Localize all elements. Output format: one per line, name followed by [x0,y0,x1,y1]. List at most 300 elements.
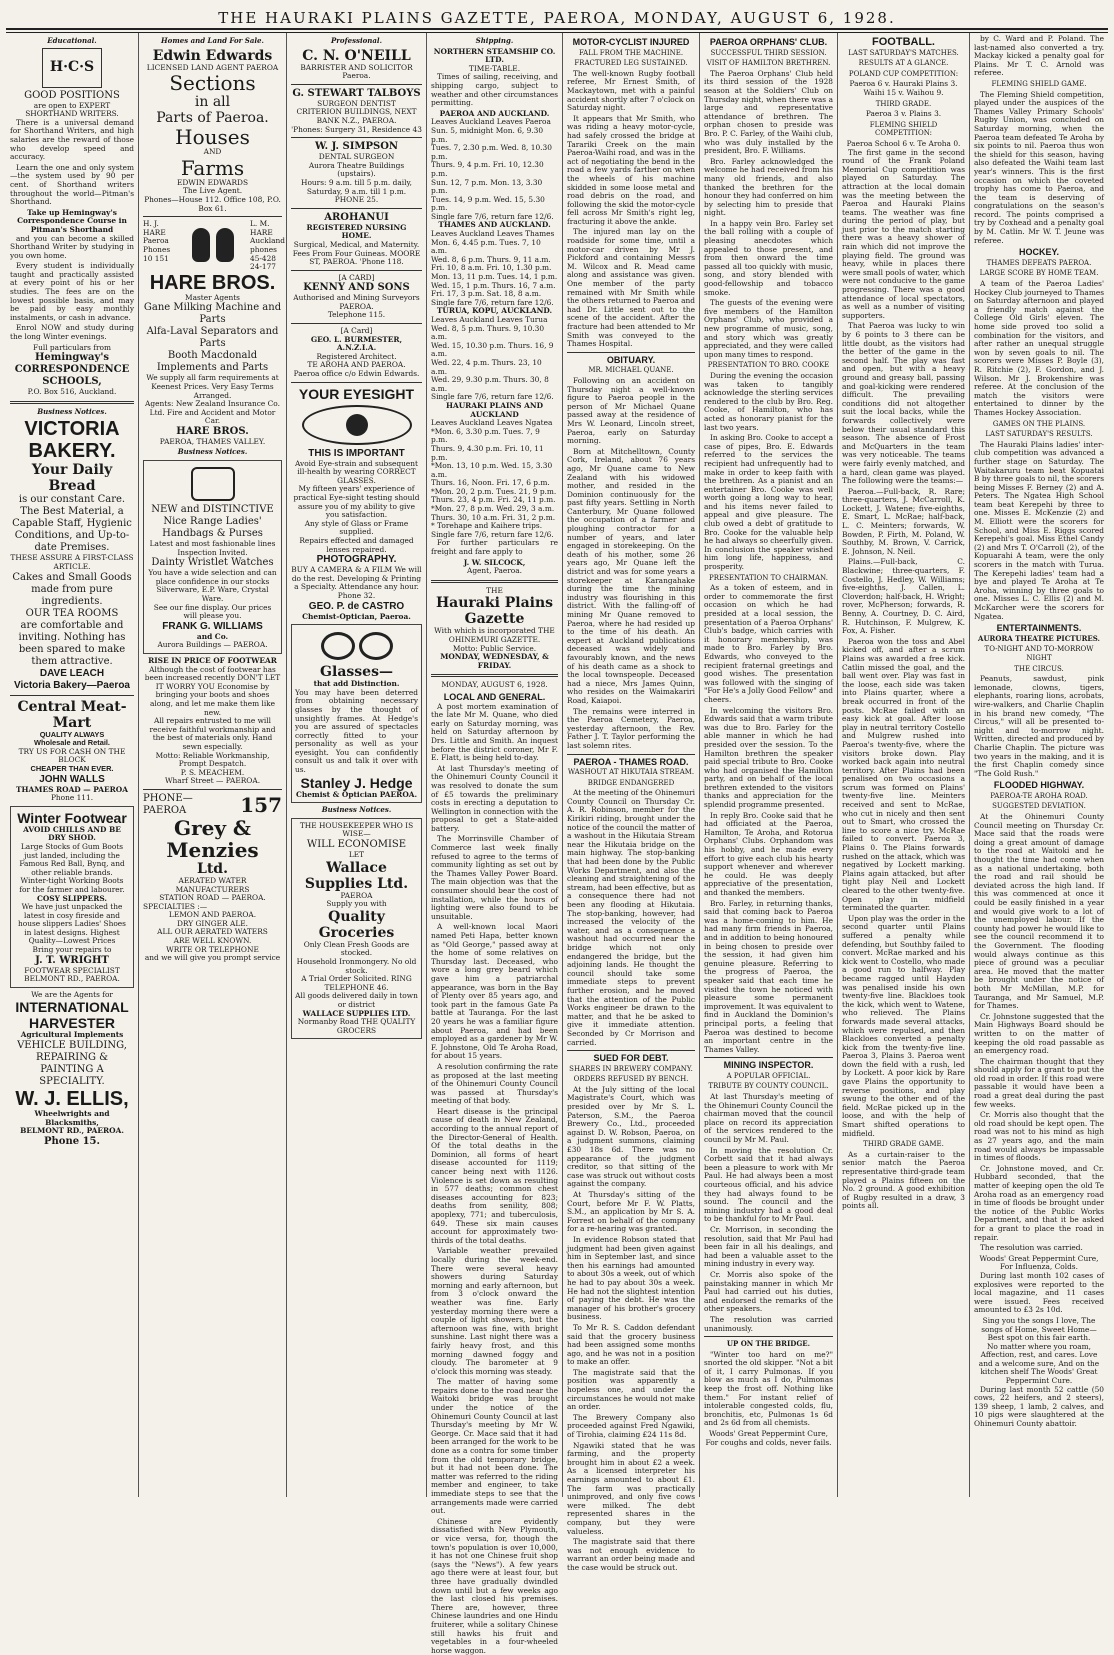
ad-text: PAEROA, THAMES VALLEY. [159,436,266,446]
schedule-row: Leaves Auckland Leaves Turua [431,315,548,324]
ad-text: Every student is individually taught and practically assisted at every point of his or her studies. The fees are on the lowest possible basis, and may be paid by easy monthly instalments, or cash in advance. [10,261,134,322]
article-paragraph: At the meeting of the Ohinemuri County Council on Thursday Cr. A. R. Robinson, member for the Kirikiri riding, brought under the notice of the council the matter of a washout in the Hikutaia Stream near the Hikutaia bridge on the main highway. The stop-banking that had been done by the Public Works Department, and also the cleaning and straightening of the stream, had been effective, but as a consequence there had not been any flooding at Hikutaia. The stop-banking, however, had increased the velocity of the water, and as a consequence a washout had occurred near the bridge which not only endangered the bridge, but the adjoining lands. He thought the council should take some immediate steps to prevent further erosion, and he moved that the attention of the Public Works engineer be drawn to the matter, and that he be asked to give it immediate attention. Seconded by Cr Morrison and carried. [567,788,695,1047]
article-paragraph: A team of the Paeroa Ladies' Hockey Club journeyed to Thames on Saturday afternoon and played a friendly match against the College Old Girls' eleven. The home side proved too solid a combination for the visitors, and after rather an unequal struggle won by seven goals to nil. The scorers were Misses P. Boyle (3), R. Ritchie (2), F. Gordon, and J. Wilson. Mr J. Brokenshire was referee. At the conclusion of the match the visitors were entertained to dinner by the Thames Hockey Association. [974,279,1104,417]
ad-title: VICTORIA BAKERY. [24,418,120,463]
ad-title: Winter Footwear [17,809,127,826]
ad-text: 157 [240,792,282,817]
article-paragraph: The magistrate said that there was not enough evidence to warrant an order being made and the case would be struck out. [567,1537,695,1572]
hcs-logo: H·C·S [42,48,102,88]
column-2 [139,33,287,1497]
ad-title: Parts of Paeroa. [156,110,269,127]
spectacles-icon [295,632,418,660]
ad-title: AROHANUI [324,211,389,223]
ad-text: AERATED WATER [178,875,247,885]
schedule-row: Sun. 12, 7 p.m. Mon. 13, 3.30 p.m. [431,177,543,196]
ad-text: My fifteen years' experience of practical Eye-sight testing should assure you of my ability to give you satisfaction. [293,484,420,520]
results-heading: THIRD GRADE. [875,99,932,108]
article-subtitle: PAEROA-TE AROHA ROAD. [990,791,1088,800]
divider [567,352,695,353]
ad-text: Latest and most fashionable lines Inspection Invited. [149,539,276,557]
article-paragraph: Plains.—Full-back, C. Blackwine; three-quarters, F. Costello, J. Hedley, W. Williams; five-eighths, J. Callen, L. Cloverdon; half-back, H. Wright; rover, McPherson; forwards, R. Benny, A. Courtney, D. C. Aird, R. Hutchinson, F. Mulgrew, K. Fox, A. Fisher. [842,557,965,636]
ad-title: Houses [175,125,250,150]
schedule-title: TURUA, KOPU, AUCKLAND. [436,306,553,316]
ad-text: Woods' Great Peppermint Cure, For Influenza, Colds. [979,1253,1099,1272]
ad-text: WALLACE SUPPLIES LTD. [302,1008,411,1018]
article-paragraph: Chinese are evidently dissatisfied with New Plymouth, or vice versa, for, though the town's population is over 10,000, it has not one Chinese fruit shop (says the "News"). A few years ago there were at least four, but three have gradually dwindled down until but a few weeks ago the last closed his premises. There are, however, three Chinese laundries and one Hindu fruiterer, while a solitary Chinese still hawks his fruit and vegetables in a four-wheeled horse waggon. [431,1516,558,1655]
article-paragraph: "Winter too hard on me?" snorted the old skipper. "Not a bit of it, I carry Pulmonas. If you blow as much as I do, Pulmonas keep the frost off. Nothing like them." For instant relief of intolerable congested colds, flu, bronchitis, etc, Pulmonas 1s 6d and 2s 6d from all chemists. [704,1349,833,1428]
column-5 [563,33,700,1572]
ad-text: Hemingway's CORRESPONDENCE SCHOOLS, [14,352,130,388]
ad-text: TE AROHA AND PAEROA. [307,360,406,370]
ad-title: GEO. P. de CASTRO [308,600,405,612]
ad-text: You have a wide selection and can place confidence in our stocks [148,568,277,586]
ad-text: EDWIN EDWARDS [176,177,249,187]
ad-text: See our fine display. Our prices will please you. [153,602,272,621]
ad-text: Enrol NOW and study during the long Winter evenings. [10,323,134,342]
schedule-row: Wed. 8, 5 p.m. Thurs. 9, 10.30 a.m. [431,323,545,342]
ad-text: Wheelwrights and Blacksmiths, [34,1109,110,1127]
ad-text: J. T. WRIGHT [35,954,109,966]
article-paragraph: It appears that Mr Smith, who was riding a heavy motor-cycle, had safely crossed the bridge at Tarariki Creek on the main Paeroa-Waihi road, and was in the act of negotiating the bend in the road a few yards farther on when the wheels of his machine skidded in some loose metal and road debris on the road, and following the skid the motor-cycle fell across Mr Smith's right leg, fracturing it above the ankle. [567,113,695,226]
divider [291,323,422,324]
article-body [567,1086,695,1573]
article-subtitle: THIRD GRADE GAME. [863,1140,944,1149]
article-paragraph: The guests of the evening were five members of the Hamilton Orphans' Club, who provided a new programme of music, song, and story which was greatly appreciated, and they were called upon many times to respond. [704,298,833,359]
ad-text: You may have been deterred from obtaining necessary glasses by the thought of unsightly frames. At Hedge's you are assured of spectacles correctly fitted to your personality as well as your eyesight. You can confidently consult us and talk it over with us. [295,687,418,775]
article-title: LOCAL AND GENERAL. [443,691,546,702]
ad-text: OUR TEA ROOMS [25,607,119,619]
article-body [567,789,695,1047]
article-paragraph: As a token of esteem, and in order to commemorate the first occasion on which he had presided at a local session, the presentation of a Paeroa Orphans' Club's badge, which carries with it honorary membership, was made to Bro. Farley by Bro. Edwards, who conveyed to the recipient fraternal greetings and good wishes. The presentation was followed with the singing of "For He's a Jolly Good Fellow" and cheers. [704,583,833,704]
article-subtitle: THE CIRCUS. [1014,664,1064,673]
ad-text: Aurora Buildings — PAEROA. [157,640,268,650]
ad-text: The Live Agent. [182,186,243,196]
ad-text: ARE WELL KNOWN. [173,936,252,946]
article-paragraph: Cr. Morris also spoke of the painstaking manner in which Mr Paul had carried out his duties, and endorsed the remarks of the other speakers. [704,1269,833,1314]
ad-text: L. M. HARE Auckland phones 45-428 24-177 [250,219,285,272]
article-paragraph: In reply Bro. Cooke said that he had officiated at the Paeroa, Hamilton, Te Aroha, and Rotorua Orphans' Clubs. Orphandom was his hobby, and he made every effort to give each club his hearty support whenever and wherever he could. He was deeply appreciative of the presentation, and thanked the members. [704,810,833,897]
article-paragraph: Heart disease is the principal cause of death in New Zealand, according to the annual report of the Director-General of Health. Of the total deaths in the Dominion, all forms of heart disease accounted for 1119; cancer being next with 1126. Violence is set down as resulting in 577 deaths; common chest diseases accounting for 823; deaths from senility, 808; apoplexy, 771; and tuberculosis, 649. These six main causes account for approximately two-thirds of the total deaths. [431,1106,558,1245]
article-title: MOTOR-CYCLIST INJURED [572,37,690,47]
ad-text: PHONE 25. [334,195,379,205]
ad-text: Wholesale and Retail. [34,738,110,748]
article-subtitle: VISIT OF HAMILTON BRETHREN. [706,59,831,68]
ad-title: PHOTOGRAPHY. [316,554,397,566]
schedule-row: *Mon. 6, 3.30 p.m. Tues. 7, 9 p.m. [431,426,540,445]
article-paragraph: The well-known Rugby football referee, Mr Ernest Smith, of Mackaytown, met with a painful accident shortly after 7 o'clock on Saturday night. [567,68,695,113]
ad-text: Alfa-Laval Separators and Parts [146,326,279,350]
ad-text: Bring your repairs to [32,945,112,955]
article-subtitle: SUGGESTED DEVIATION. [992,802,1086,811]
ad-text: BELMONT RD., PAEROA. [20,1126,124,1136]
article-paragraph: That Paeroa was lucky to win by 6 points to 3 there can be little doubt, as the visitors had the better of the game in the second half. The play was fast and open, but with a heavy ground and greasy ball, passing and goal-kicking were rendered difficult. The prevailing conditions did not altogether suit the local backs, while the forwards collectively were below their usual standard this season. The absence of Frost and McQuarters in the team was very noticeable. The teams were fairly evenly matched, and a hard, clean game was played. The following were the teams:— [842,321,965,486]
article-paragraph: At last Thursday's meeting of the Ohinemuri County Council it was resolved to donate the sum of £5 towards the preliminary costs in erecting a deputation to Wellington in connection with the proposal to get a State-aided battery. [431,763,558,833]
ad-text: WRITE OR TELEPHONE [166,944,259,954]
article-subtitle: FALL FROM THE MACHINE. [578,48,684,57]
ad-text: Repairs effected and damaged lenses repaired. [299,535,414,554]
ad-text: is our constant Care. [18,494,126,506]
divider [291,270,422,271]
ad-title: G. STEWART TALBOYS [292,87,421,99]
ad-text: We have just unpacked the latest in cosy fireside and house slippers Ladies' Shoes in latest designs. Highest Quality—Lowest Prices [18,902,126,946]
verse: No matter where you roam, Affection, rest, and cares. Love and a welcome sure, And on the kitchen shelf The Woods' Great Peppermint Cure. [978,1341,1100,1386]
schedule-title: THAMES AND AUCKLAND. [438,220,551,230]
ad-text: 'Phones: Surgery 31, Residence 43 [291,124,422,134]
schedule-row: Wed. 15, 10.30 p.m. Thurs. 16, 9 a.m. [431,340,554,359]
nameplate-the: THE [486,585,503,595]
ad-title: W. J. ELLIS, [15,1088,129,1111]
divider [10,695,134,696]
ad-text: BUY A CAMERA & A FILM We will do the rest. Developing & Printing a Specialty. Attendance any hour. Phone 32. [291,565,422,600]
article-paragraph: by C. Ward and P. Poland. The last-named also converted a try. Mackay kicked a penalty goal for Plains. Mr T. C. Arnold was referee. [974,34,1104,78]
ad-text: JOHN WALLS [39,773,105,785]
article-paragraph: Peanuts, sawdust, pink lemonade, clowns, tigers, elephants, roaring lions, acrobats, wire-walkers, and Charlie Chaplin in his brand new comedy, "The Circus," will all be presented to-night and to-morrow night. Written, directed and produced by Charlie Chaplin. The picture was two years in the making, and it is the first Chaplin comedy since "The Gold Rush." [974,674,1104,778]
article-subtitle: PRESENTATION TO CHAIRMAN. [709,573,828,582]
eye-icon [302,405,412,445]
local-general-body [431,703,558,1655]
ad-text: Surgical, Medical, and Maternity. Fees From Four Guineas. MOORE ST, PAEROA. 'Phone 118. [292,239,421,267]
article-title: SUED FOR DEBT. [593,1053,669,1064]
columns [6,32,1108,1655]
ad-text: Phones—House 112. Office 108, P.O. Box 61. [144,194,281,213]
schedule-title: HAURAKI PLAINS AND AUCKLAND [445,400,543,419]
ad-text: and you can become a skilled Shorthand Writer by studying in you own home. [10,233,134,260]
article-subtitle: TRIBUTE BY COUNTY COUNCIL. [708,1082,829,1091]
ad-text: We are the Agents for [31,989,113,999]
article-title: HOCKEY. [1018,247,1059,258]
ad-text: Booth Macdonald Implements and Parts [156,350,269,374]
ad-text: TIME-TABLE. [468,63,521,73]
schedule-row: Tues. 14, 9 p.m. Wed. 15, 5.30 p.m. [431,194,545,213]
article-title: MINING INSPECTOR. [723,1060,814,1071]
ad-title: Grey & Menzies [166,815,259,862]
article-body [704,584,833,1054]
schedule-title: PAEROA AND AUCKLAND. [439,108,550,118]
schedule-row: *Mon. 20, 2 p.m. Tues. 21, 9 p.m. [431,486,557,496]
ad-title: GOOD POSITIONS [24,89,120,101]
schedule-row: Leaves Auckland Leaves Thames [431,229,555,239]
article-paragraph: In moving the resolution Cr. Corbett said that it had always been a pleasure to work with Mr Paul. He had always been a most courteous official, and his advice they had always found to be sound. The council and the mining industry had a good deal to be thankful for to Mr Paul. [704,1145,833,1224]
ad-text: PAEROA [340,890,373,900]
ad-text: FRANK G. WILLIAMS [162,620,263,632]
ad-text: AVOID CHILLS AND BE DRY SHOD. [23,824,121,843]
results-text: Paeroa School 6 v. Te Aroha 0. [846,138,961,148]
ad-title: Edwin Edwards [152,47,273,64]
ad-text: ALL OUR AERATED WATERS [157,927,268,937]
divider [704,1057,833,1058]
ad-title: GEO. L. BURMESTER, A.N.Z.I.A. [310,334,403,353]
ad-text: P.O. Box 516, Auckland. [27,387,117,397]
article-paragraph: Bro. Farley, in returning thanks, said that coming back to Paeroa was a home-coming to him. He had many firm friends in Paeroa, and in addition to being honoured in being chosen to preside over the session, it had given him genuine pleasure. Referring to the progress of Paeroa, the speaker said that each time he visited the town he noticed with pleasure some permanent improvement. It was equivalent to find in Auckland the Dominion's principal ports, a feeling that Paeroa was destined to become an important centre in the Thames Valley. [704,898,833,1054]
schedule-row: Thurs. 9, 4.30 p.m. Fri. 10, 11 p.m. [431,443,544,462]
article-paragraph: A well-known local Maori named Peti Hapa, better known as "Old George," passed away at the home of some relatives on Thursday last. Deceased, who wore a long grey beard which gave him a patriarchal appearance, was born in the Bay of Plenty over 85 years ago, and took part in the famous Gate Pa battle at Tauranga. For the last 20 years he was a familiar figure about Paeroa, and had been employed as a gardener by Mr W. F. Johnstone, Old Te Aroha Road, for about 15 years. [431,922,558,1061]
article-subtitle: A POPULAR OFFICIAL. [726,1071,811,1080]
column-4 [427,33,563,1655]
ad-text: DENTAL SURGEON [318,152,395,162]
ad-text: Chemist & Optician PAEROA. [295,789,418,799]
schedule-row: Mon. 13, 11 p.m. Tues. 14, 1 p.m. [431,272,558,282]
schedule-row: Single fare 7/6, return fare 12/6. [431,392,554,402]
ad-title: NORTHERN STEAMSHIP CO. LTD. [433,46,556,65]
ad-text: Paeroa office c/o Edwin Edwards. [293,369,420,379]
ad-title: Your Daily Bread [31,462,113,495]
ad-text: Dainty Wristlet Watches [151,557,274,569]
ad-text: Authorised and Mining Surveyors PAEROA. [293,293,420,311]
verse: Sing you the songs I love, The songs of Home, Sweet Home—Best spot on this fair earth. [981,1315,1097,1343]
ad-text: There is a universal demand for Shorthand Writers, and high salaries are the reward of those who develop speed and accuracy. [10,117,134,162]
ad-text: Normanby Road THE QUALITY GROCERS [297,1017,416,1035]
article-title: FLOODED HIGHWAY. [993,780,1085,791]
ad-text: are comfortable and inviting. Nothing has been spared to make them attractive. [18,619,126,667]
schedule-row: Fri. 17, 3 p.m. Sat. 18, 8 a.m. [431,289,542,299]
ad-text: P. S. MEACHEM. [180,767,245,777]
article-paragraph: The chairman thought that they should apply for a grant to put the old road in order. If this road were passable it would have been a road a great deal during the past few weeks. [974,1056,1104,1109]
ad-text: and we will give you prompt service [144,953,281,963]
section-heading: Educational. [47,36,97,45]
divider [704,1336,833,1337]
schedule-row: Thurs. 23, 4 p.m. Fri. 24, 11 p.m. [431,495,556,505]
section-heading: Professional. [330,36,383,45]
hare-header [143,219,285,272]
ad-text: and Co. [196,631,229,641]
article-paragraph: Upon play was the order in the second quarter until Plains suffered a penalty while defending, but Southby failed to convert. McRae marked and his kick went to Costello, who made a good run to halfway. Play became ragged until Hayden was penalised inside his own twenty-five line. Blackloes took the kick, which went to Watene, who relieved. The Plains forwards made several attacks, which were repulsed, and then Blackloes converted a penalty kick from the twenty-five line. Paeroa 3, Plains 3. Paeroa went down the field with a rush, led by Lockett. A poor kick by Rare gave Plains the opportunity to reverse positions, and play swung to the other end of the field. McRae picked up in the loose, and with the help of Smart shifted operations to midfield. [842,913,965,1138]
ad-text: Silverware, E.P. Ware, Crystal Ware. [156,585,269,604]
ad-text: Large Stocks of Gum Boots just landed, including the Famous Red Ball, Bynq, and other reliable brands. [19,841,125,877]
ad-text: HARE BROS. [176,425,249,437]
article-subtitle: LARGE SCORE BY HOME TEAM. [979,269,1099,278]
schedule-row: Single fare 7/6, return fare 12/6. [431,211,554,221]
divider [291,137,422,138]
article-paragraph: At last Thursday's meeting of the Ohinemuri County Council the chairman moved that the council place on record its appreciation of the services rendered to the council by Mr M. Paul. [704,1092,833,1145]
ad-text: LEMON AND PAEROA. [168,910,257,920]
handbag-icon [191,467,235,501]
article-paragraph: At the Ohinemuri County Council meeting on Thursday Cr. Mace said that the roads were doing a great amount of damage to the road at Waitoki and he thought the time had come when as a national undertaking, both the road and rail should be deviated across the high land. If this was commenced at once it could be easily finished in a year and would give work to a lot of the unemployed labour. If the county had power he would like to see the council recommend it to the Government. The flooding would always continue as this piece of ground was a peculiar area. He moved that the matter be brought under the notice of both Mr McMillan, M.P. for Tauranga, and Mr Samuel, M.P. for Thames. [974,812,1104,1011]
ad-title: INTERNATIONAL HARVESTER [15,999,129,1032]
schedule-row: Leaves Auckland Leaves Ngatea [431,418,553,428]
column-6 [700,33,838,1497]
article-subtitle: RESULTS AT A GLANCE. [858,59,949,68]
article-paragraph: In evidence Robson stated that judgment had been given against him in September last, and since then his earnings had amounted to about 30s a week, out of which he had to pay about 30s a week. He had not the slightest intention of paying the debt. He was the manager of his brother's grocery business. [567,1234,695,1322]
ad-title: Stanley J. Hedge [300,774,413,791]
ad-text: Victoria Bakery—Paeroa [14,679,130,691]
ad-text: WILL ECONOMISE [306,839,407,851]
ad-text: Hours: 9 a.m. till 5 p.m. daily, Saturday, 9 a.m. till 1 p.m. [301,177,412,196]
ad-text: CRITERION BUILDINGS, NEXT BANK N.Z., PAEROA. [296,107,417,125]
article-paragraph: The magistrate said that the position was apparently a hopeless one, and under the circumstances he would not make an order. [567,1367,695,1412]
article-subtitle: FRACTURED LEG SUSTAINED. [574,59,688,68]
article-paragraph: The matter of having some repairs done to the road near the Waitoki bridge was brought under the notice of the Ohinemuri County Council at last Thursday's meeting by Mr W. George. Cr. Mace said that it had been arranged for the work to be done as a contra for some timber from the old temporary bridge, but it had not been done. The matter was referred to the riding member and engineer, to take immediate steps to see that the arrangements made were carried out. [431,1377,558,1516]
ad-text: We supply all farm requirements at Keenest Prices. Very Easy Terms Arranged. [146,373,279,400]
schedule-row: Mon. 6, 4.45 p.m. Tues. 7, 10 a.m. [431,237,541,256]
ad-text: Phone 15. [44,1135,100,1147]
article-paragraph: Paeroa.—Full-back, R. Rare; three-quarters, J. McCarroll, K. Lockett, J. Watene; five-eighths, E. Smart, L. McRae; half-back, L. C. Meinters; forwards, W. Bowden, P. Firth, M. Poland, W. Southby, M. Brown, V. Carrick, E. Johnson, N. Neil. [842,486,965,556]
divider [10,401,134,404]
schedule-row: Wed. 29, 9.30 p.m. Thurs. 30, 8 a.m. [431,375,549,393]
glasses-ad [291,624,422,803]
ad-text: [A CARD] [338,272,375,282]
ad-text: Cakes and Small Goods made from pure ingredients. [12,571,132,607]
ad-text: Wharf Street — PAEROA. [164,776,261,786]
article-body [567,377,695,751]
article-paragraph: At Thursday's sitting of the Court, before Mr F. W. Platts, S.M., an application by Mr S. A. Forrest on behalf of the company for a re-hearing was granted. [567,1190,695,1234]
ad-text: Any style of Glass or Frame supplied. [304,518,409,537]
ad-text: THESE ASSURE A FIRST-CLASS ARTICLE. [10,553,134,571]
schedule-row: Thurs. 9, 4 p.m. Fri. 10, 12.30 p.m. [431,160,544,178]
section-heading: Business Notices. [177,447,248,457]
ad-text: Learn the one and only system—the system used by 90 per cent. of Shorthand writers throughout the world—Pitman's Shorthand. [10,162,134,207]
ad-text: are open to EXPERT SHORTHAND WRITERS. [25,100,119,119]
ad-title: HARE BROS. [149,271,276,294]
ad-text: Supply you with [326,899,387,909]
ad-text: MANUFACTURERS [175,884,250,894]
article-subtitle: THAMES DEFEATS PAEROA. [986,258,1092,267]
ad-text: Woods' Great Peppermint Cure, For coughs and colds, never fails. [705,1429,832,1447]
nameplate: Hauraki Plains Gazette [435,595,554,628]
ad-text: VEHICLE BUILDING, REPAIRING & PAINTING A SPECIALITY. [17,1040,127,1088]
divider [431,580,558,583]
ad-title: C. N. O'NEILL [302,47,411,64]
article-subtitle: TO-NIGHT AND TO-MORROW NIGHT [984,645,1094,662]
ad-text: Phone 111. [50,793,94,803]
ad-text: QUALITY ALWAYS [39,729,105,739]
ad-text: [A Card] [340,326,373,336]
ad-title: Quality Groceries [318,908,395,941]
divider [291,382,422,383]
article-paragraph: To Mr R. S. Caddon defendant said that the grocery business had been assigned some months ago, and he was not in a position to make an offer. [567,1322,695,1367]
ad-text: THE HOUSEKEEPER WHO IS WISE— [299,820,414,839]
ad-text: Although the cost of footwear has been increased recently DON'T LET IT WORRY YOU Economise by bringing your boots and shoes along, and let me make them like new. [144,664,281,717]
section-heading: Shipping. [475,36,514,45]
ad-text: Avoid Eye-strain and subsequent ill-health by wearing CORRECT GLASSES. [294,458,418,485]
ad-title: KENNY AND SONS [303,282,410,294]
ad-text: Motto: Public Service. [452,643,537,653]
article-subtitle: WASHOUT AT HIKUTAIA STREAM. [567,768,695,777]
article-paragraph: The Brewery Company also proceeded against Fred Ngawiki, of Tirohia, claiming £24 11s 8d. [567,1412,695,1440]
ad-text: For further particulars re freight and fare apply to [431,538,558,557]
ad-text: Agricultural Implements [20,1030,124,1040]
divider [567,1050,695,1051]
article-title: FOOTBALL. [872,36,935,48]
article-paragraph: Ngawiki stated that he was farming, and the property brought him in about £2 a week. As a licensed interpreter his earnings amounted to about £1. The farm was practically unimproved, and only five cows were milked. The debt represented shares in the company, but they were valueless. [567,1440,695,1536]
ad-text: Ltd. [197,860,228,877]
article-paragraph: Bro. Farley acknowledged the welcome he had received from his many old friends, and also thanked the brethren for the honour they had conferred on him by selecting him to preside that night. [704,156,833,218]
schedule-row: *Mon. 27, 8 p.m. Wed. 29, 3 a.m. [431,504,555,514]
phone-line [143,793,282,817]
handbag-ad [143,460,282,654]
ad-text: Full particulars from [32,342,112,352]
article-paragraph: At the July sitting of the local Magistrate's Court, which was presided over by Mr S. L. Paterson, S.M., the Paeroa Brewery Co., Ltd., proceeded against D. W. Robson, Paeroa, on a judgment summons, claiming £30 18s 6d. There was no appearance of the judgment creditor, so that sitting of the case was struck out without costs against the company. [567,1084,695,1189]
article-title: PAEROA ORPHANS' CLUB. [709,37,828,47]
ad-text: Telephone 115. [327,310,386,320]
article-paragraph: The injured man lay on the roadside for some time, until a motor-car driven by Mr J. Pickford and containing Messrs M. Wilcox and R. Mead came along and assistance was given. One member of the party remained with Mr Smith while the others returned to Paeroa and had Dr. Little sent out to the scene of the accident. After the fracture had been attended to Mr Smith was conveyed to the Thames Hospital. [567,227,695,349]
article-title: OBITUARY. [606,354,656,365]
article-subtitle: BRIDGE ENDANGERED [587,778,675,787]
schedule-row: * Torehape and Kaihere trips. [431,521,543,531]
ad-title: RISE IN PRICE OF FOOTWEAR [148,656,277,665]
article-paragraph: The Paeroa Orphans' Club held its third session of the 1928 season at the Soldiers' Club on Thursday night, when there was a large and representative attendance of brethren. The orphan chosen to preside was Bro. P. C. Farley, of the Waihi club, who was duly installed by the president, Bro. F. Williams. [704,68,833,156]
issue-date: MONDAY, AUGUST 6, 1928. [441,680,548,690]
divider [143,789,282,790]
article-subtitle: LAST SATURDAY'S RESULTS. [985,430,1093,439]
ad-text: Only Clean Fresh Goods are stocked. [303,939,410,958]
ad-text: DRY GINGER ALE. [177,918,248,928]
article-paragraph: Variable weather prevailed locally during the week-end. There were several heavy showers during Saturday morning and early afternoon, but from 3 o'clock onward the weather was fine. Early yesterday morning there were a couple of light showers, but the afternoon was fine, with bright sunshine. Last night there was a fairly heavy frost, and this morning dawned foggy and cloudy. The barometer at 9 o'clock this morning was steady. [431,1246,558,1376]
results-heading: FLEMING SHIELD COMPETITION: [869,120,938,138]
ad-text: that add Distinction. [313,679,400,689]
ad-title: THIS IS IMPORTANT [308,447,405,459]
schedule-1 [431,118,558,221]
ad-title: Glasses— [320,664,393,681]
article-paragraph: In a happy vein Bro. Farley set the ball rolling with a couple of pleasing anecdotes which appealed to those present, and from then onward the time passed all too quickly with music, song, and story blended with good-fellowship and tobacco smoke. [704,218,833,297]
article-title: ENTERTAINMENTS. [996,623,1082,634]
article-paragraph: During last month 102 cases of explosives were reported to the local magazine, and 11 cases were issued. Fees received amounted to £3 2s 10d. [974,1270,1104,1315]
article-paragraph: Cr. Morrison, in seconding the resolution, said that Mr Paul had been fair in all his dealings, and had been a valuable asset to the mining industry in every way. [704,1224,833,1269]
schedule-row: Sun. 5, midnight Mon. 6, 9.30 p.m. [431,125,544,144]
ad-title: W. J. SIMPSON [314,141,399,153]
ad-text: With which is incorporated THE OHINEMURI GAZETTE. [434,626,555,644]
schedule-row: Tues. 7, 2.30 p.m. Wed. 8, 10.30 p.m. [431,143,552,161]
ad-text: BARRISTER AND SOLICITOR Paeroa. [300,62,413,81]
ad-text: Motto: Reliable Workmanship, Prompt Despatch. [155,750,270,769]
article-subtitle: UP ON THE BRIDGE. [726,1339,811,1349]
article-paragraph: During the evening the occasion was taken to tangibly acknowledge the sterling services rendered to the club by Bro. Reg. Cooke, of Hamilton, who has acted as honorary pianist for the last two years. [704,370,833,432]
divider [143,216,282,217]
schedule-4 [431,419,558,539]
ad-text: COSY SLIPPERS. [36,893,108,903]
ad-title: Sections [169,71,256,96]
wallace-ad [291,818,422,1040]
section-heading: Business Notices. [321,805,392,815]
article-paragraph: Cr. Morris also thought that the old road should be kept open. The road was not to his mind as high as 27 years ago, and the main road would always be impassable in times of floods. [974,1110,1104,1163]
ad-text: Agents: New Zealand Insurance Co. Ltd. Fire and Accident and Motor Car. [145,399,280,426]
ad-text: REGISTERED NURSING HOME. [306,222,407,241]
article-body [704,1351,833,1428]
article-paragraph: During last month 52 cattle (50 cows, 22 heifers, and 2 steers), 139 sheep, 1 lamb, 2 calves, and 10 pigs were slaughtered at the Ohinemuri County abattoir. [974,1384,1104,1429]
article-paragraph: As a curtain-raiser to the senior match the Paeroa representative third-grade team played a Plains fifteen on the No. 2 ground. A good exhibition of Rugby resulted in a draw, 3 points all. [842,1149,965,1211]
ad-text: THAMES ROAD — PAEROA [16,784,128,794]
section-heading: Homes and Land For Sale. [161,36,264,45]
footwear-ad [10,806,134,988]
ad-title: Farms [180,155,245,180]
article-paragraph: The Morrinsville Chamber of Commerce last week finally refused to agree to the terms of community lighting as set out by the Thames Valley Power Board. The main objection was that the consumer should bear the cost of installation, while the hours of lighting were also found to be unsuitable. [431,834,558,921]
ad-text: TRY US FOR CASH ON THE BLOCK [18,746,126,765]
article-paragraph: A post mortem examination of the late Mr M. Quane, who died early on Saturday morning, was held on Saturday afternoon by Drs. Little and Smith. An inquest before the district coroner, Mr F. E. Flatt, is being held to-day. [431,701,558,763]
ad-text: Household Ironmongery. No old stock. [296,957,417,975]
article-paragraph: The remains were interred in the Paeroa Cemetery, Paeroa, yesterday afternoon, the Rev. Father J. T. Taylor performing the last solemn rites. [567,706,695,750]
ad-title: NEW and DISTINCTIVE [151,504,274,516]
schedule-row: Wed. 15, 1 p.m. Thurs. 16, 7 a.m. [431,280,556,290]
schedule-row: Single fare 7/6, return fare 12/6. [431,297,554,307]
ad-text: PHONE—PAEROA [143,792,193,816]
schedule-row: Thurs. 16, Noon. Fri. 17, 6 p.m. [431,478,550,488]
article-subtitle: GAMES ON THE PLAINS. [992,419,1086,428]
ad-text: STATION ROAD — PAEROA. [159,893,266,903]
article-subtitle: MR. MICHAEL QUANE. [588,366,674,375]
article-paragraph: Born at Mitchelltown, County Cork, Ireland, about 76 years ago, Mr Quane came to New Zealand with his widowed mother, and resided in the Dominion continuously for the past fifty years. Settling in North Canterbury, Mr Quane followed the occupation of a farmer and ploughing contractor for a number of years, and later engaged in storekeeping. On the death of his mother, some 26 years ago, Mr Quane left the district and was for some years a storekeeper at Karangahake during the time the mining industry was flourishing in this district. With the falling-off of mining Mr Quane removed to Paeroa, where he had resided up to the time of his death. An expert at Auckland publications deceased was widely and favourably known, and the news of his death came as a shock to the local townspeople. Deceased had a niece, Mrs James Quinn, who resides on the Waimakariri Road, Kaiapoi. [567,446,695,705]
ad-text: SURGEON DENTIST [317,98,396,108]
rabbits-icon [183,222,243,262]
ad-text: Times of sailing, receiving, and shipping cargo, subject to weather and other circumstances permitting. [431,72,558,108]
ad-text: SPECIALTIES :— [143,901,208,911]
article-paragraph: A resolution confirming the rate as proposed at the last meeting of the Ohinemuri County Council was passed at Thursday's meeting of that body. [431,1061,558,1106]
ad-text: FOOTWEAR SPECIALIST BELMONT RD., PAEROA. [24,965,120,984]
ad-text: Chemist-Optician, Paeroa. [302,611,411,621]
article-body [704,372,833,572]
article-paragraph: The first game in the second round of the Frank Poland Memorial Cup competition was played on Saturday. The attraction at the local domain was the meeting between the Paeroa and Hauraki Plains teams. The weather was fine during the period of play, but just prior to the match starting there was a heavy shower of rain which did not improve the playing field. The ground was heavy, while in places there were small pools of water, which were not conducive to the game progressing. There was a good attendance of local spectators, as well as a number of visiting supporters. [842,147,965,320]
ad-text: Agent, Paeroa. [466,566,523,576]
article-paragraph: In welcoming the visitors Bro. Edwards said that a warm tribute was due to Bro. Farley for the able manner in which he had presided over the session. To the Hamilton brethren the speaker paid special tribute to Bro. Cooke who had organised the Hamilton party, and on behalf of the local brethren extended to the visitors thanks and appreciation for the splendid programme presented. [704,705,833,810]
ad-text: MONDAY, WEDNESDAY, & FRIDAY. [440,652,549,670]
